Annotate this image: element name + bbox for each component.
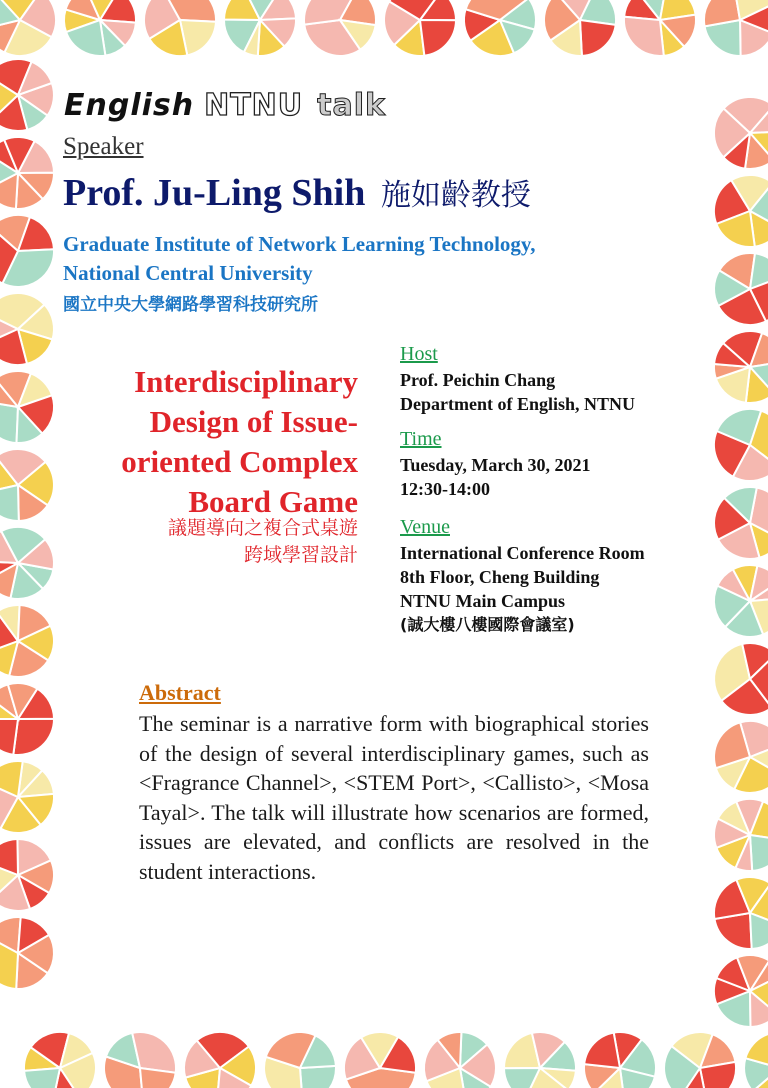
series-word-english: English — [64, 88, 195, 123]
time-section — [400, 427, 591, 501]
venue-label: Venue — [400, 516, 450, 538]
talk-title-zh — [68, 515, 358, 569]
time-hours: 12:30-14:00 — [400, 479, 490, 499]
abstract-text: The seminar is a narrative form with biographical stories of the design of several interdisciplinary games, such as <Fragrance Channel>, <STEM Port>, <Callisto>, <Mosa Tayal>. The talk will illustrate how scenarios are formed, issues are elevated, and conflicts are resolved in the student interactions. — [139, 711, 649, 884]
talk-title-line: Interdisciplinary — [134, 364, 358, 399]
venue-room: International Conference Room — [400, 543, 645, 563]
venue-floor: 8th Floor, Cheng Building — [400, 567, 600, 587]
talk-title-zh-line: 跨域學習設計 — [243, 544, 358, 566]
series-title — [64, 88, 386, 123]
affiliation-line-2: National Central University — [63, 261, 313, 285]
talk-title — [68, 362, 358, 522]
speaker-name-zh: 施如齡教授 — [380, 178, 531, 213]
abstract-label: Abstract — [139, 680, 221, 705]
host-section — [400, 342, 635, 416]
venue-section — [400, 515, 645, 637]
venue-campus: NTNU Main Campus — [400, 591, 566, 611]
talk-title-line: Design of Issue- — [149, 404, 358, 439]
talk-title-zh-line: 議題導向之複合式桌遊 — [167, 517, 358, 539]
speaker-affiliation-zh: 國立中央大學網路學習科技研究所 — [63, 295, 318, 315]
talk-title-line: Board Game — [188, 484, 358, 519]
speaker-label: Speaker — [63, 133, 144, 160]
speaker-affiliation — [63, 230, 536, 288]
time-date: Tuesday, March 30, 2021 — [400, 455, 591, 475]
host-department: Department of English, NTNU — [400, 394, 636, 414]
speaker-name — [63, 170, 531, 215]
series-word-ntnu: NTNU — [204, 88, 304, 123]
time-label: Time — [400, 428, 442, 450]
series-word-talk: talk — [317, 88, 386, 123]
venue-zh: (誠大樓八樓國際會議室) — [400, 615, 575, 634]
speaker-name-en: Prof. Ju-Ling Shih — [63, 172, 366, 214]
host-label: Host — [400, 343, 438, 365]
talk-title-line: oriented Complex — [121, 444, 358, 479]
host-name: Prof. Peichin Chang — [400, 370, 556, 390]
affiliation-line-1: Graduate Institute of Network Learning Technology, — [63, 232, 536, 256]
